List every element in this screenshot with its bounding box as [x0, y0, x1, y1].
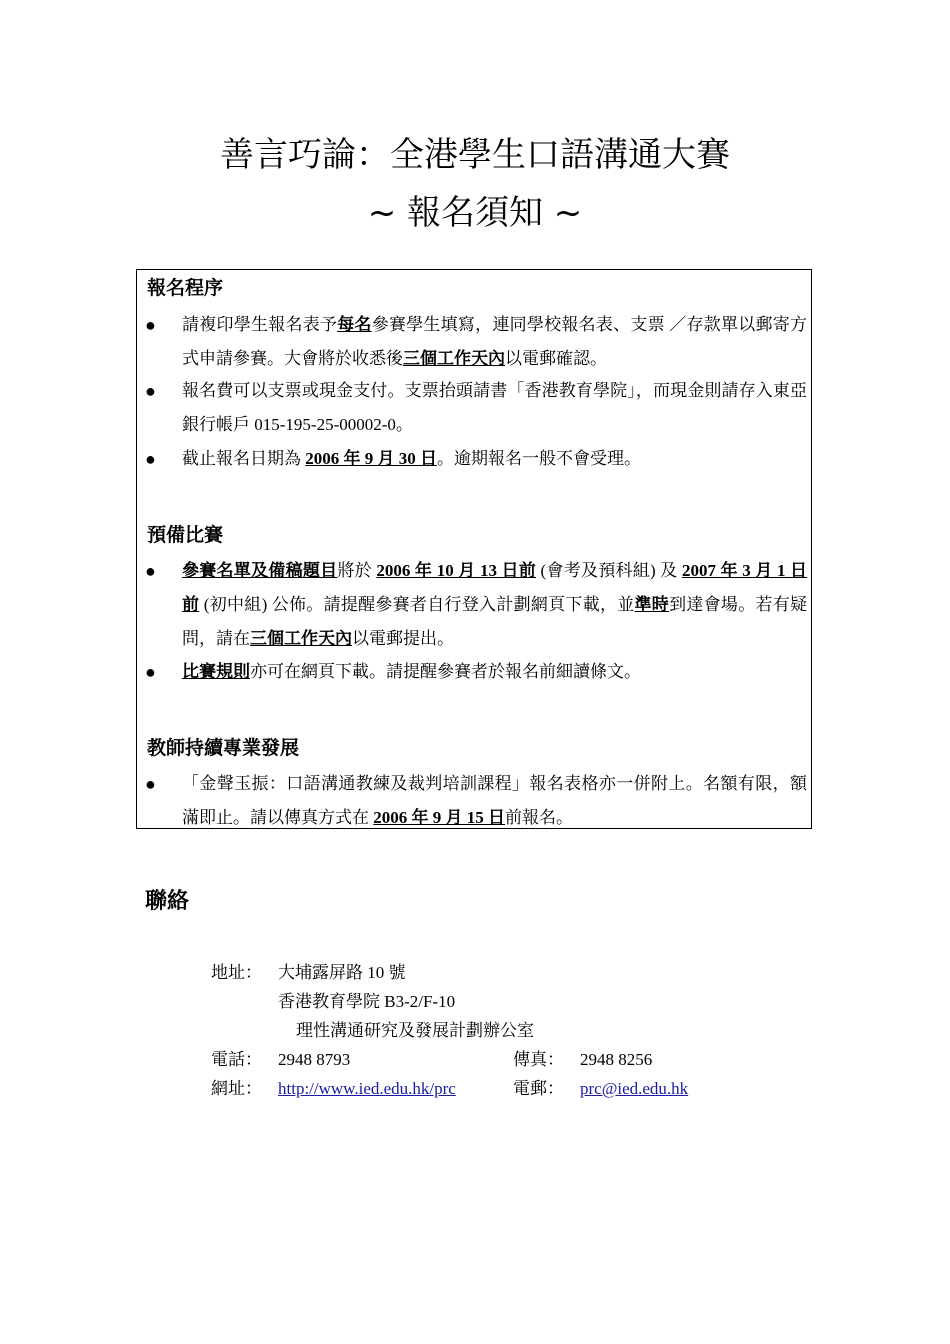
bullet-icon: ●	[145, 774, 156, 794]
address-label: 地址：	[211, 963, 262, 982]
contact-heading: 聯絡	[145, 889, 190, 914]
address-line-2: 香港教育學院 B3-2/F-10	[278, 992, 456, 1011]
web-label: 網址：	[211, 1079, 262, 1098]
bullet-icon: ●	[145, 381, 156, 401]
list-item-text: 參賽名單及備稿題目將於 2006 年 10 月 13 日前 (會考及預科組) 及 2007 年 3 月 1 日前 (初中組) 公佈。請提醒參賽者自行登入計劃網頁下載，並準時到達會場。若有疑問，請在三個工作天內以電郵提出。	[182, 561, 808, 648]
bullet-icon: ●	[145, 662, 156, 682]
list-item-text: 請複印學生報名表予每名參賽學生填寫，連同學校報名表、支票 ／存款單以郵寄方式申請參賽。大會將於收悉後三個工作天內以電郵確認。	[182, 315, 808, 368]
email-label: 電郵：	[513, 1079, 564, 1098]
section-heading-teacher: 教師持續專業發展	[147, 737, 300, 759]
address-line-3: 理性溝通研究及發展計劃辦公室	[296, 1021, 534, 1040]
page-subtitle: ~ 報名須知 ~	[367, 193, 583, 233]
phone-value: 2948 8793	[278, 1050, 351, 1069]
phone-label: 電話：	[211, 1050, 262, 1069]
list-item-text: 比賽規則亦可在網頁下載。請提醒參賽者於報名前細讀條文。	[182, 662, 641, 681]
email-link[interactable]: prc@ied.edu.hk	[580, 1079, 689, 1098]
section-heading-registration: 報名程序	[147, 277, 224, 299]
fax-label: 傳真：	[513, 1050, 564, 1069]
list-item-text: 報名費可以支票或現金支付。支票抬頭請書「香港教育學院」，而現金則請存入東亞銀行帳戶 015-195-25-00002-0。	[182, 381, 807, 434]
bullet-icon: ●	[145, 561, 156, 581]
address-line-1: 大埔露屏路 10 號	[278, 963, 406, 982]
page-title: 善言巧論：全港學生口語溝通大賽	[220, 135, 730, 175]
fax-value: 2948 8256	[580, 1050, 653, 1069]
bullet-icon: ●	[145, 315, 156, 335]
list-item-text: 「金聲玉振：口語溝通教練及裁判培訓課程」報名表格亦一併附上。名額有限，額滿即止。請以傳真方式在 2006 年 9 月 15 日前報名。	[182, 774, 807, 827]
web-link[interactable]: http://www.ied.edu.hk/prc	[278, 1079, 456, 1098]
bullet-icon: ●	[145, 449, 156, 469]
info-box	[136, 269, 812, 829]
section-heading-preparation: 預備比賽	[147, 524, 224, 546]
list-item-text: 截止報名日期為 2006 年 9 月 30 日。逾期報名一般不會受理。	[182, 449, 641, 468]
